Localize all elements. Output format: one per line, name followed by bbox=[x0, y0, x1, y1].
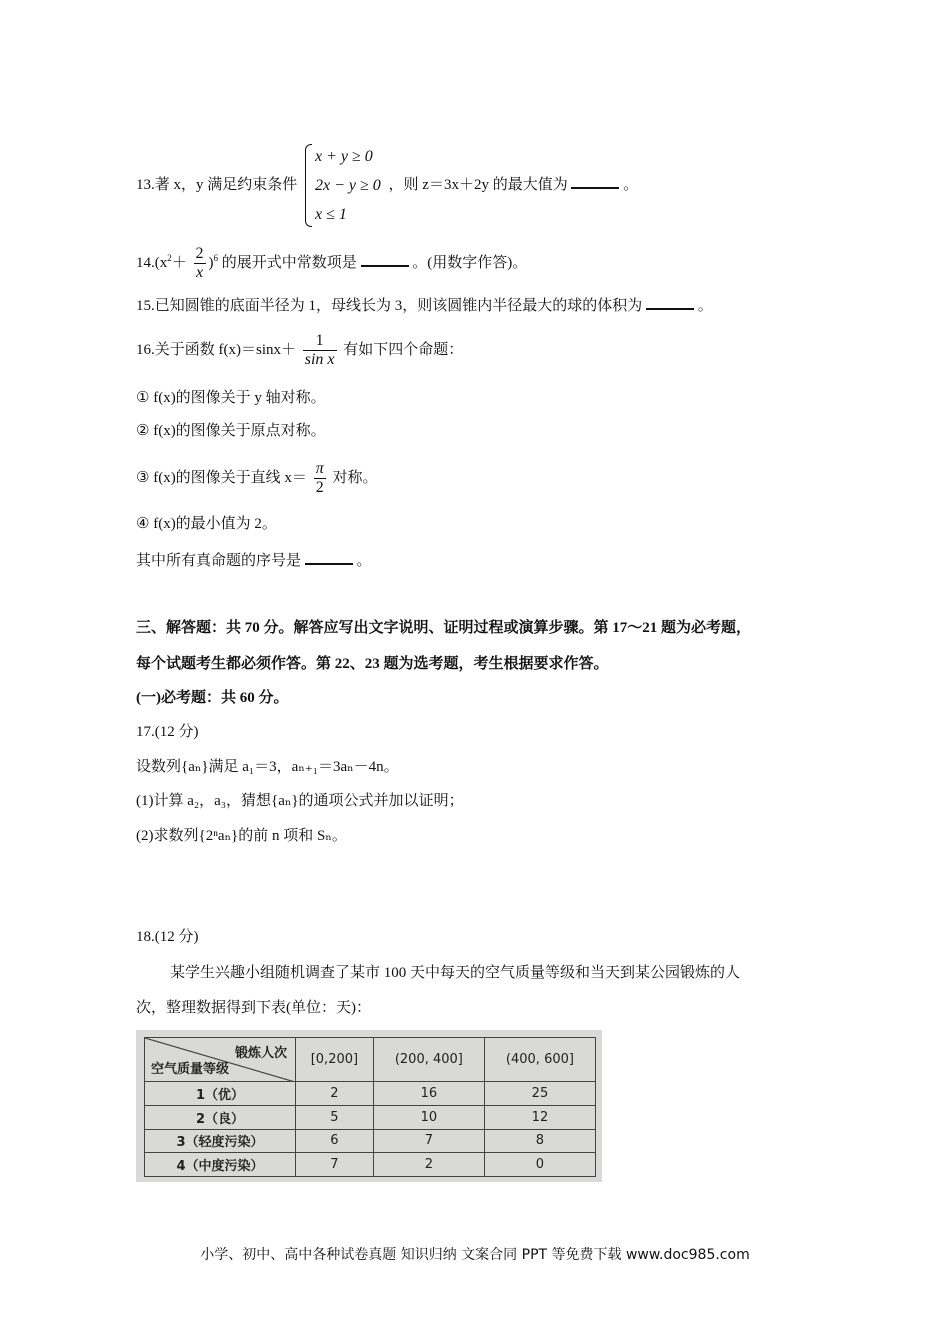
answer-blank-13 bbox=[571, 173, 619, 189]
table-header-row bbox=[145, 1038, 596, 1082]
frac-numerator: 2 bbox=[195, 245, 204, 263]
q13-prefix: 13.著 x，y 满足约束条件 bbox=[136, 176, 298, 193]
row-label: 1（优） bbox=[145, 1082, 296, 1106]
table-row bbox=[145, 1153, 596, 1177]
frac-denominator: x bbox=[194, 263, 206, 282]
ask-end: 。 bbox=[356, 553, 372, 569]
proposition-3 bbox=[136, 456, 377, 500]
q13-end: 。 bbox=[623, 176, 639, 193]
table-cell: 7 bbox=[296, 1153, 374, 1177]
section-heading-line-1: 三、解答题：共 70 分。解答应写出文字说明、证明过程或演算步骤。第 17～21 题为必考题， bbox=[136, 620, 752, 636]
constraint-1: x + y ≥ 0 bbox=[315, 148, 373, 165]
frac-denominator: 2 bbox=[314, 478, 326, 497]
air-quality-table bbox=[144, 1037, 596, 1177]
row-label: 2（良） bbox=[145, 1105, 296, 1129]
table-cell: 25 bbox=[484, 1082, 595, 1106]
question-18-line-2: 次，整理数据得到下表(单位：天)： bbox=[136, 1000, 371, 1016]
q14-end: 。(用数字作答)。 bbox=[412, 255, 528, 271]
q14-close: ) bbox=[208, 255, 214, 271]
frac-denominator: sin x bbox=[304, 351, 335, 369]
question-16 bbox=[136, 328, 463, 372]
table-corner-cell bbox=[145, 1038, 296, 1082]
section-heading-line-2: 每个试题考生都必须作答。第 22、23 题为选考题，考生根据要求作答。 bbox=[136, 656, 609, 672]
fraction-2-over-x bbox=[194, 245, 206, 282]
question-16-ask bbox=[136, 549, 372, 571]
q14-suffix: 的展开式中常数项是 bbox=[221, 255, 357, 271]
q15-text: 15.已知圆锥的底面半径为 1，母线长为 3，则该圆锥内半径最大的球的体积为 bbox=[136, 298, 643, 314]
table-cell: 8 bbox=[484, 1129, 595, 1153]
question-17-part-2: (2)求数列{2ⁿaₙ}的前 n 项和 Sₙ。 bbox=[136, 828, 347, 844]
column-header: (400, 600] bbox=[484, 1038, 595, 1082]
column-header: (200, 400] bbox=[373, 1038, 484, 1082]
question-17-part-1: (1)计算 a₂，a₃，猜想{aₙ}的通项公式并加以证明； bbox=[136, 793, 464, 809]
table-cell: 12 bbox=[484, 1105, 595, 1129]
table-row bbox=[145, 1105, 596, 1129]
fraction-pi-over-2 bbox=[314, 460, 326, 497]
answer-blank-16 bbox=[305, 549, 353, 565]
row-label: 4（中度污染） bbox=[145, 1153, 296, 1177]
q15-end: 。 bbox=[697, 298, 713, 314]
table-cell: 0 bbox=[484, 1153, 595, 1177]
table-cell: 16 bbox=[373, 1082, 484, 1106]
table-cell: 5 bbox=[296, 1105, 374, 1129]
constraint-3: x ≤ 1 bbox=[315, 206, 347, 223]
answer-blank-15 bbox=[646, 294, 694, 310]
required-questions-heading: (一)必考题：共 60 分。 bbox=[136, 690, 289, 706]
q14-plus: ＋ bbox=[171, 255, 187, 271]
question-18-line-1: 某学生兴趣小组随机调查了某市 100 天中每天的空气质量等级和当天到某公园锻炼的人 bbox=[170, 965, 741, 981]
answer-blank-14 bbox=[361, 251, 409, 267]
q16-prefix: 16.关于函数 f(x)＝sinx＋ bbox=[136, 342, 296, 358]
frac-numerator: 1 bbox=[315, 332, 324, 350]
p3-suffix: 对称。 bbox=[332, 470, 378, 486]
question-18-heading: 18.(12 分) bbox=[136, 929, 199, 945]
table-row bbox=[145, 1082, 596, 1106]
proposition-4: ④ f(x)的最小值为 2。 bbox=[136, 516, 277, 532]
frac-numerator: π bbox=[315, 460, 324, 478]
air-quality-table-photo bbox=[136, 1030, 602, 1182]
constraint-system bbox=[305, 142, 381, 229]
corner-top-label: 锻炼人次 bbox=[234, 1046, 287, 1061]
table-cell: 2 bbox=[296, 1082, 374, 1106]
q13-suffix: ，则 z＝3x＋2y 的最大值为 bbox=[388, 176, 568, 193]
constraint-2: 2x − y ≥ 0 bbox=[315, 177, 381, 194]
row-label: 3（轻度污染） bbox=[145, 1129, 296, 1153]
footer-watermark: 小学、初中、高中各种试卷真题 知识归纳 文案合同 PPT 等免费下载 www.doc985.com bbox=[200, 1247, 750, 1263]
question-13 bbox=[136, 142, 639, 223]
proposition-1: ① f(x)的图像关于 y 轴对称。 bbox=[136, 390, 326, 406]
table-cell: 2 bbox=[373, 1153, 484, 1177]
question-14 bbox=[136, 236, 527, 280]
column-header: [0,200] bbox=[296, 1038, 374, 1082]
proposition-2: ② f(x)的图像关于原点对称。 bbox=[136, 423, 326, 439]
table-cell: 7 bbox=[373, 1129, 484, 1153]
table-cell: 6 bbox=[296, 1129, 374, 1153]
table-cell: 10 bbox=[373, 1105, 484, 1129]
table-row bbox=[145, 1129, 596, 1153]
corner-bottom-label: 空气质量等级 bbox=[151, 1062, 230, 1077]
question-17-statement: 设数列{aₙ}满足 a₁＝3，aₙ₊₁＝3aₙ－4n。 bbox=[136, 759, 399, 775]
q14-square: 2 bbox=[167, 253, 172, 263]
question-17-heading: 17.(12 分) bbox=[136, 724, 199, 740]
q14-prefix: 14.(x bbox=[136, 255, 168, 271]
q14-power: 6 bbox=[213, 253, 219, 263]
fraction-1-over-sinx bbox=[303, 332, 337, 369]
p3-prefix: ③ f(x)的图像关于直线 x＝ bbox=[136, 470, 307, 486]
question-15 bbox=[136, 294, 713, 316]
ask-text: 其中所有真命题的序号是 bbox=[136, 553, 302, 569]
q16-suffix: 有如下四个命题： bbox=[343, 342, 464, 358]
